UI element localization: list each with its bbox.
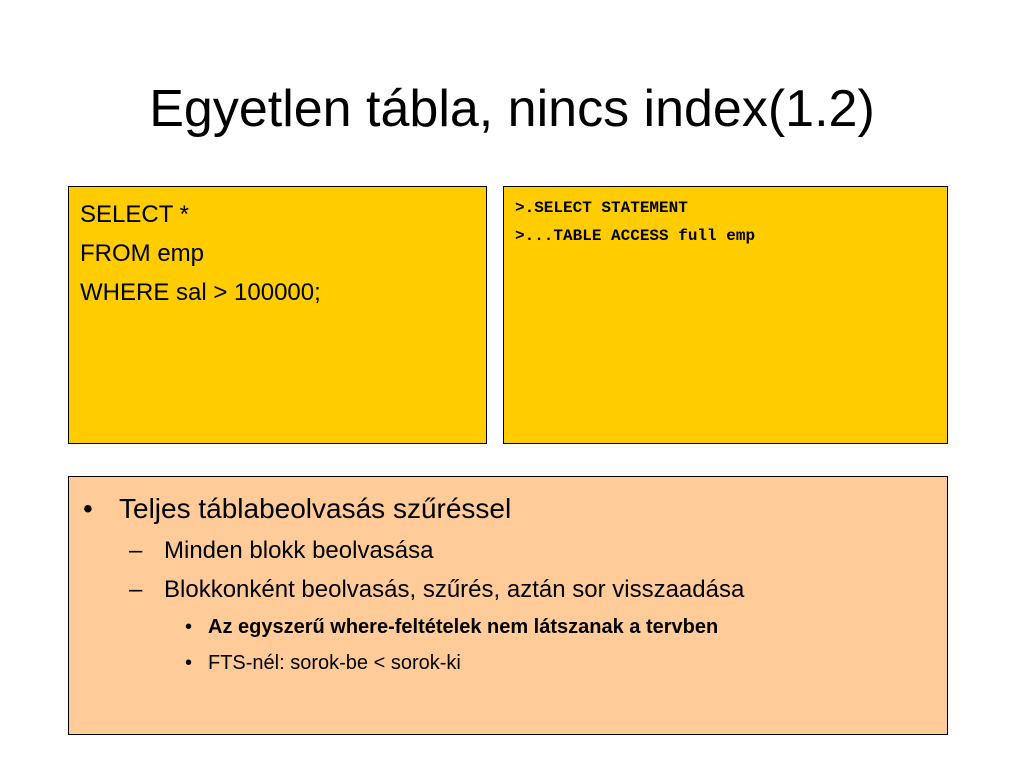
dash-marker: –: [129, 576, 143, 603]
sub-bullet-item: [69, 570, 947, 609]
sub-bullet-text: Minden blokk beolvasása: [164, 537, 434, 564]
plan-line-table-access: >...TABLE ACCESS full emp: [515, 227, 756, 245]
sub-sub-bullet-text: FTS-nél: sorok-be < sorok-ki: [208, 652, 461, 674]
sql-line-select: SELECT *: [80, 201, 189, 228]
notes-box: [68, 476, 948, 735]
bullet-marker: •: [185, 616, 193, 638]
dash-marker: –: [129, 537, 143, 564]
plan-line-select-statement: >.SELECT STATEMENT: [515, 199, 688, 217]
execution-plan-box: [503, 186, 948, 444]
slide-title: Egyetlen tábla, nincs index(1.2): [149, 80, 875, 138]
bullet-item: [69, 487, 947, 531]
sub-sub-bullet-item: [69, 645, 947, 681]
sql-query-box: [68, 186, 487, 444]
sub-bullet-item: [69, 531, 947, 570]
sub-sub-bullet-item: [69, 609, 947, 645]
bullet-marker: •: [185, 652, 193, 674]
bullet-marker: •: [83, 493, 93, 524]
bullet-text: Teljes táblabeolvasás szűréssel: [119, 493, 512, 524]
sql-line-from: FROM emp: [80, 240, 205, 267]
sql-line-where: WHERE sal > 100000;: [80, 279, 321, 306]
sub-bullet-text: Blokkonként beolvasás, szűrés, aztán sor visszaadása: [164, 576, 745, 603]
sub-sub-bullet-text-bold: Az egyszerű where-feltételek nem látszanak a tervben: [208, 616, 719, 638]
